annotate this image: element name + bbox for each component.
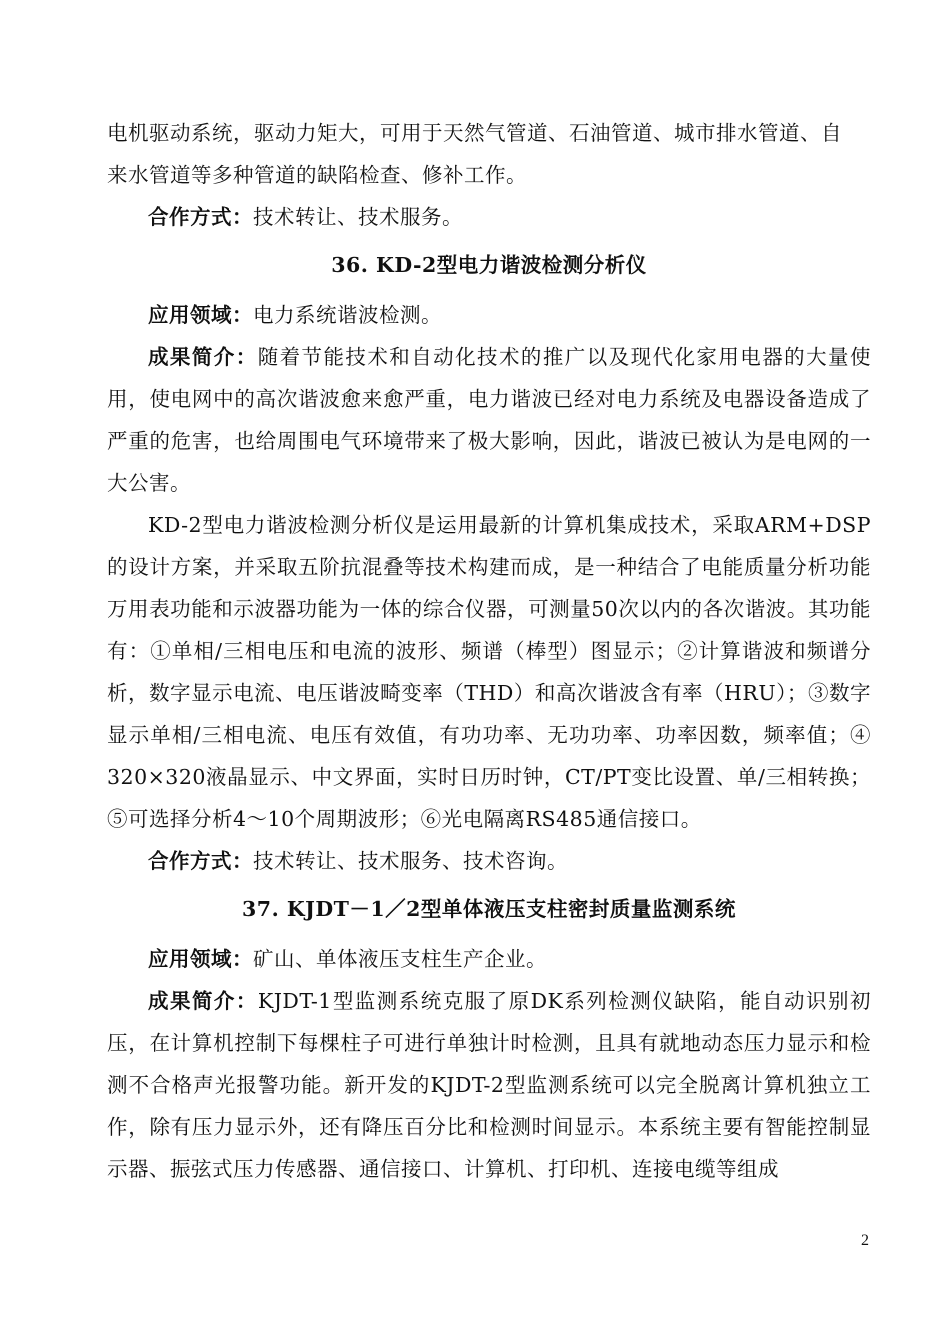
document-page <box>107 112 871 1190</box>
field-text: 电力系统谐波检测。 <box>253 303 442 327</box>
item36-intro <box>107 336 871 504</box>
item37-field <box>107 938 871 980</box>
intro-label: 成果简介： <box>148 345 258 369</box>
item36-cooperation <box>107 840 871 882</box>
cooperation-text: 技术转让、技术服务、技术咨询。 <box>253 849 568 873</box>
item37-intro <box>107 980 871 1190</box>
field-label: 应用领域： <box>148 947 253 971</box>
intro-label: 成果简介： <box>148 989 258 1013</box>
item35-cooperation <box>107 196 871 238</box>
cooperation-label: 合作方式： <box>148 849 253 873</box>
continuation-line-1: 电机驱动系统，驱动力矩大，可用于天然气管道、石油管道、城市排水管道、自 <box>107 121 842 145</box>
field-text: 矿山、单体液压支柱生产企业。 <box>253 947 547 971</box>
item36-field <box>107 294 871 336</box>
cooperation-label: 合作方式： <box>148 205 253 229</box>
cooperation-text: 技术转让、技术服务。 <box>253 205 463 229</box>
page-number: 2 <box>861 1232 869 1249</box>
item37-heading: 37. KJDT－1／2型单体液压支柱密封质量监测系统 <box>242 897 736 921</box>
field-label: 应用领域： <box>148 303 253 327</box>
item36-heading: 36. KD-2型电力谐波检测分析仪 <box>331 253 647 277</box>
continuation-line-2: 来水管道等多种管道的缺陷检查、修补工作。 <box>107 163 527 187</box>
item36-body: KD-2型电力谐波检测分析仪是运用最新的计算机集成技术，采取ARM+DSP的设计方案，并采取五阶抗混叠等技术构建而成，是一种结合了电能质量分析功能万用表功能和示波器功能为一体的综合仪器，可测量50次以内的各次谐波。其功能有：①单相/三相电压和电流的波形、频谱（棒型）图显示；②计算谐波和频谱分析，数字显示电流、电压谐波畸变率（THD）和高次谐波含有率（HRU）；③数字显示单相/三相电流、电压有效值，有功功率、无功功率、功率因数，频率值；④ 320×320液晶显示、中文界面，实时日历时钟，CT/PT变比设置、单/三相转换；⑤可选择分析4～10个周期波形；⑥光电隔离RS485通信接口。 <box>107 513 871 831</box>
intro-text: KJDT-1型监测系统克服了原DK系列检测仪缺陷，能自动识别初压，在计算机控制下每棵柱子可进行单独计时检测，且具有就地动态压力显示和检测不合格声光报警功能。新开发的KJDT-2型监测系统可以完全脱离计算机独立工作，除有压力显示外，还有降压百分比和检测时间显示。本系统主要有智能控制显示器、振弦式压力传感器、通信接口、计算机、打印机、连接电缆等组成 <box>107 989 871 1181</box>
intro-text: 随着节能技术和自动化技术的推广以及现代化家用电器的大量使用，使电网中的高次谐波愈来愈严重，电力谐波已经对电力系统及电器设备造成了严重的危害，也给周围电气环境带来了极大影响，因此，谐波已被认为是电网的一大公害。 <box>107 345 871 495</box>
